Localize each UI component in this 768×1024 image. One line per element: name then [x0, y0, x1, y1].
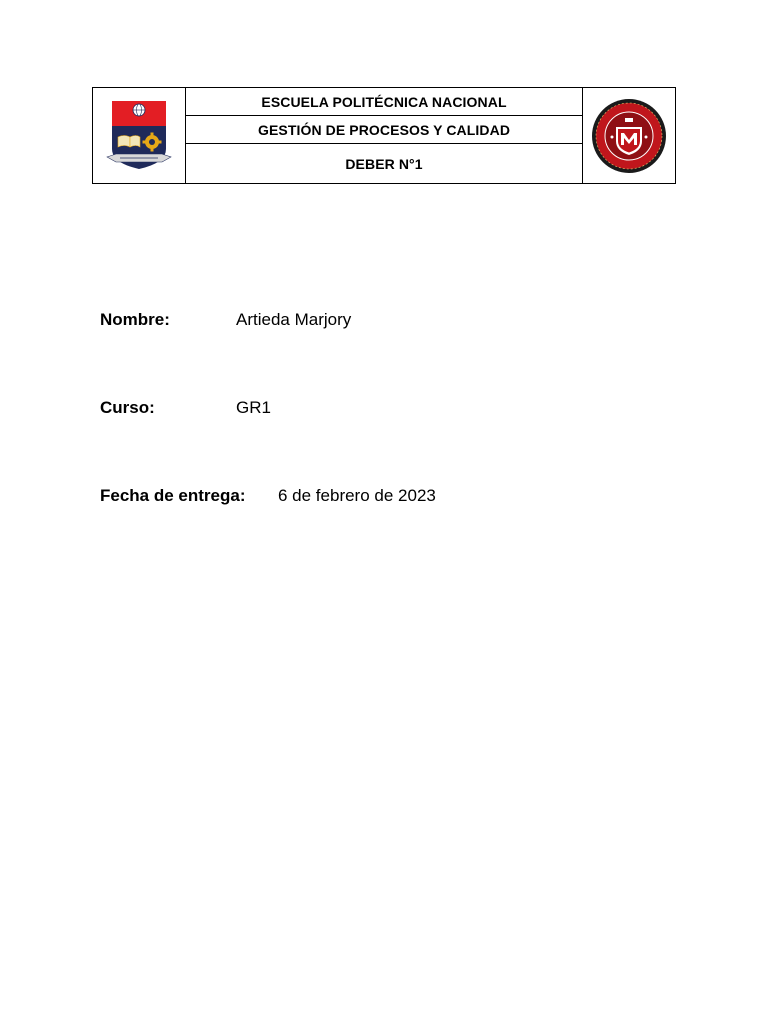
header-table — [92, 87, 676, 184]
epn-crest-logo — [106, 99, 172, 173]
right-logo-cell — [582, 88, 675, 183]
name-label: Nombre: — [100, 310, 170, 329]
mechanical-engineering-seal-logo — [590, 97, 668, 175]
title-column — [186, 88, 582, 183]
date-label: Fecha de entrega: — [100, 486, 246, 505]
left-logo-cell — [93, 88, 186, 183]
course-label: Curso: — [100, 398, 155, 417]
institution-title: ESCUELA POLITÉCNICA NACIONAL — [186, 88, 582, 116]
date-value: 6 de febrero de 2023 — [278, 486, 436, 505]
course-subject-title: GESTIÓN DE PROCESOS Y CALIDAD — [186, 116, 582, 144]
name-value: Artieda Marjory — [236, 310, 352, 329]
course-value: GR1 — [236, 398, 271, 417]
assignment-title: DEBER N°1 — [345, 155, 423, 172]
